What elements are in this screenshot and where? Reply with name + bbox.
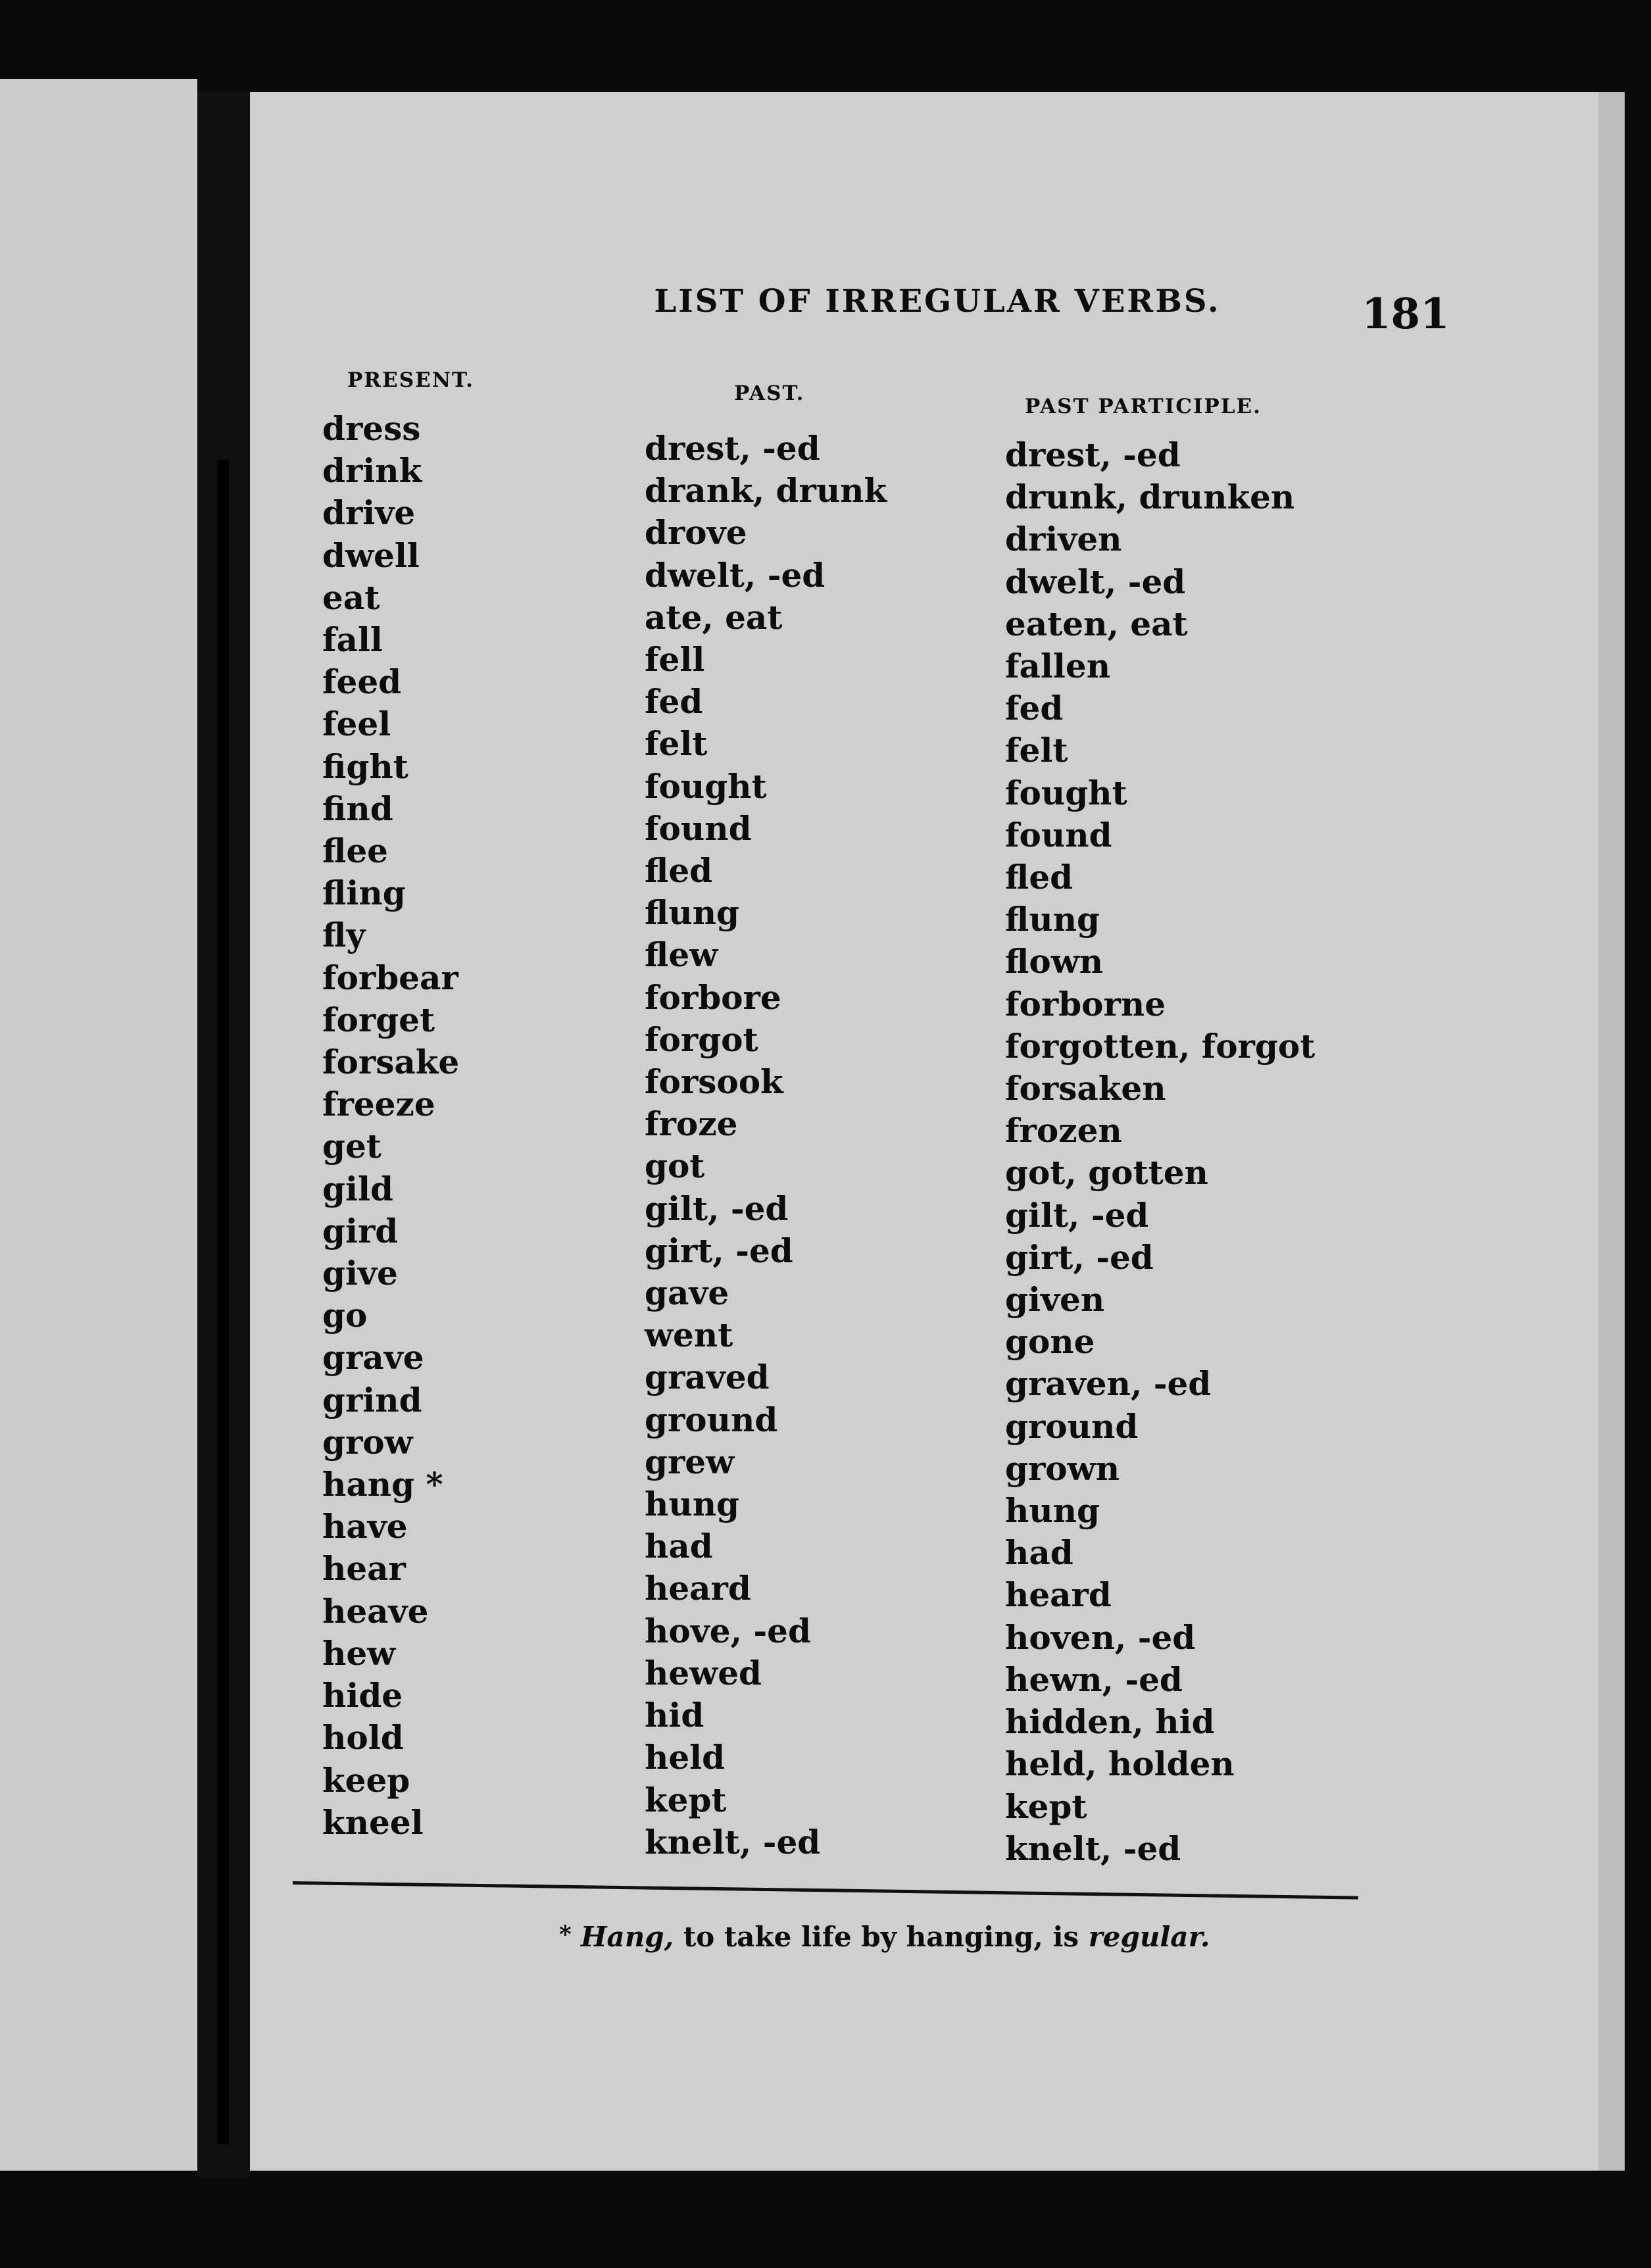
- present-form: go: [322, 1296, 368, 1335]
- past-form: fled: [645, 851, 713, 891]
- past-form: fell: [645, 640, 705, 679]
- present-form: fall: [322, 620, 383, 660]
- gutter-shadow: [217, 460, 229, 2144]
- past-form: grew: [645, 1442, 735, 1481]
- past-form: forsook: [645, 1062, 783, 1102]
- past-form: heard: [645, 1569, 751, 1608]
- present-form: drink: [322, 451, 422, 491]
- footnote-asterisk: *: [559, 1921, 572, 1948]
- present-form: fling: [322, 874, 406, 913]
- past-participle-form: ground: [1005, 1406, 1139, 1446]
- present-form: hide: [322, 1676, 403, 1715]
- past-form: went: [645, 1316, 733, 1355]
- past-form: ate, eat: [645, 597, 783, 637]
- present-form: forsake: [322, 1043, 460, 1082]
- past-form: fed: [645, 682, 703, 722]
- past-participle-form: got, gotten: [1005, 1153, 1208, 1193]
- present-form: hear: [322, 1549, 406, 1589]
- footnote: [559, 1921, 1210, 1953]
- present-form: feed: [322, 662, 402, 702]
- present-form: fight: [322, 747, 408, 786]
- past-participle-form: fought: [1005, 773, 1127, 812]
- page-number: 181: [1362, 289, 1450, 339]
- past-form: gave: [645, 1273, 729, 1313]
- present-form: eat: [322, 578, 380, 617]
- past-form: graved: [645, 1358, 770, 1397]
- past-participle-form: eaten, eat: [1005, 604, 1188, 643]
- past-participle-form: found: [1005, 815, 1112, 854]
- present-form: kneel: [322, 1802, 424, 1842]
- past-participle-form: drest, -ed: [1005, 435, 1181, 474]
- past-participle-form: drunk, drunken: [1005, 478, 1295, 517]
- present-form: hew: [322, 1633, 396, 1673]
- past-participle-form: kept: [1005, 1787, 1087, 1826]
- past-form: hewed: [645, 1653, 762, 1692]
- present-form: forbear: [322, 958, 458, 997]
- present-form: drive: [322, 493, 416, 533]
- present-form: gird: [322, 1211, 399, 1250]
- past-participle-form: forborne: [1005, 984, 1166, 1023]
- footnote-end: regular.: [1088, 1921, 1210, 1953]
- footnote-rule: [293, 1881, 1358, 1900]
- past-form: gilt, -ed: [645, 1189, 789, 1228]
- past-form: forgot: [645, 1020, 758, 1059]
- present-form: forget: [322, 1000, 435, 1039]
- past-participle-form: gone: [1005, 1322, 1095, 1362]
- past-participle-form: driven: [1005, 520, 1122, 559]
- past-participle-form: grown: [1005, 1448, 1120, 1488]
- present-form: keep: [322, 1760, 410, 1800]
- past-form: froze: [645, 1104, 738, 1144]
- present-form: grow: [322, 1422, 413, 1462]
- past-form: flung: [645, 893, 740, 933]
- book-page: [250, 92, 1625, 2171]
- past-participle-form: knelt, -ed: [1005, 1829, 1181, 1868]
- past-participle-form: dwelt, -ed: [1005, 562, 1186, 601]
- present-form: gild: [322, 1169, 393, 1208]
- present-form: get: [322, 1127, 382, 1166]
- past-form: hid: [645, 1696, 704, 1735]
- past-participle-form: hidden, hid: [1005, 1702, 1215, 1742]
- present-form: dwell: [322, 535, 420, 575]
- past-form: dwelt, -ed: [645, 555, 826, 595]
- past-participle-form: heard: [1005, 1575, 1112, 1615]
- present-form: hold: [322, 1718, 404, 1758]
- past-form: hung: [645, 1485, 740, 1524]
- past-participle-form: fled: [1005, 858, 1073, 897]
- past-participle-form: girt, -ed: [1005, 1237, 1154, 1277]
- present-form: feel: [322, 704, 391, 744]
- past-form: had: [645, 1527, 713, 1566]
- past-form: flew: [645, 935, 718, 975]
- present-form: grind: [322, 1380, 422, 1419]
- past-participle-form: forgotten, forgot: [1005, 1026, 1316, 1066]
- present-form: dress: [322, 409, 421, 448]
- facing-page: [0, 79, 197, 2171]
- past-participle-column-heading: PAST PARTICIPLE.: [1025, 395, 1262, 418]
- present-form: fly: [322, 916, 366, 955]
- present-column: [322, 408, 459, 1844]
- present-form: hang *: [322, 1465, 443, 1504]
- past-participle-form: held, holden: [1005, 1744, 1235, 1784]
- past-participle-form: gilt, -ed: [1005, 1195, 1149, 1235]
- past-form: kept: [645, 1780, 727, 1819]
- past-participle-form: graven, -ed: [1005, 1364, 1212, 1404]
- past-participle-form: flung: [1005, 900, 1100, 939]
- past-form: drove: [645, 513, 747, 553]
- past-column: [645, 428, 887, 1863]
- past-form: found: [645, 808, 752, 848]
- past-participle-form: hoven, -ed: [1005, 1617, 1196, 1657]
- present-form: freeze: [322, 1085, 435, 1124]
- past-participle-form: forsaken: [1005, 1069, 1166, 1108]
- past-participle-form: had: [1005, 1533, 1073, 1573]
- past-participle-form: frozen: [1005, 1111, 1122, 1150]
- past-form: hove, -ed: [645, 1611, 811, 1650]
- past-participle-form: fallen: [1005, 647, 1111, 686]
- past-form: felt: [645, 724, 708, 764]
- footnote-word: Hang,: [580, 1921, 674, 1953]
- past-participle-form: fed: [1005, 689, 1064, 728]
- past-form: fought: [645, 766, 767, 806]
- footnote-text: to take life by hanging, is: [674, 1921, 1089, 1953]
- page-edge: [1598, 92, 1625, 2171]
- present-column-heading: PRESENT.: [347, 368, 474, 392]
- past-participle-column: [1005, 434, 1315, 1870]
- past-participle-form: hung: [1005, 1491, 1100, 1531]
- page-header: LIST OF IRREGULAR VERBS.: [654, 283, 1221, 320]
- past-form: drest, -ed: [645, 429, 820, 468]
- past-form: forbore: [645, 977, 781, 1017]
- past-column-heading: PAST.: [734, 382, 805, 405]
- present-form: find: [322, 789, 393, 828]
- present-form: have: [322, 1507, 408, 1546]
- present-form: grave: [322, 1338, 424, 1377]
- past-participle-form: hewn, -ed: [1005, 1660, 1183, 1699]
- past-form: drank, drunk: [645, 471, 887, 510]
- present-form: heave: [322, 1591, 429, 1631]
- past-form: ground: [645, 1400, 778, 1439]
- present-form: flee: [322, 831, 388, 871]
- past-form: knelt, -ed: [645, 1822, 821, 1861]
- past-form: girt, -ed: [645, 1231, 793, 1270]
- past-form: held: [645, 1738, 726, 1777]
- past-form: got: [645, 1146, 705, 1186]
- present-form: give: [322, 1254, 398, 1293]
- past-participle-form: felt: [1005, 731, 1068, 770]
- past-participle-form: given: [1005, 1280, 1105, 1319]
- past-participle-form: flown: [1005, 942, 1104, 981]
